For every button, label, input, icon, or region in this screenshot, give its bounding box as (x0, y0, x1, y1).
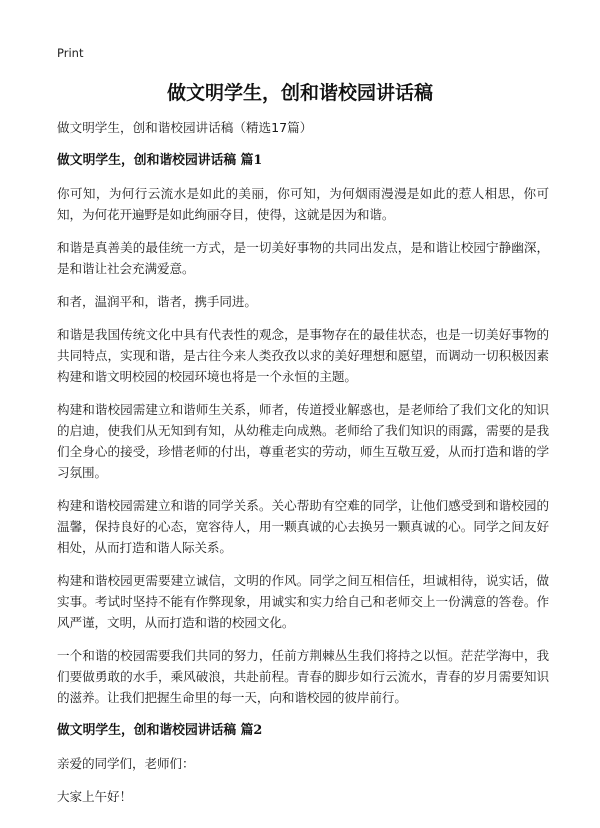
section-2 (57, 720, 549, 807)
section-heading: 做文明学生，创和谐校园讲话稿 篇1 (57, 153, 263, 168)
paragraph: 亲爱的同学们，老师们： (57, 756, 195, 771)
paragraph: 构建和谐校园需建立和谐师生关系，师者，传道授业解惑也，是老师给了我们文化的知识的启迪，使我们从无知到有知，从幼稚走向成熟。老师给了我们知识的雨露，需要的是我们全身心的接受，珍惜老师的付出，尊重老实的劳动，师生互敬互爱，从而打造和谐的学习氛围。 (57, 402, 549, 480)
page-title: 做文明学生，创和谐校园讲话稿 (166, 82, 433, 104)
intro-line: 做文明学生，创和谐校园讲话稿（精选17篇） (57, 120, 313, 135)
section-1 (57, 150, 549, 708)
paragraph: 构建和谐校园更需要建立诚信，文明的作风。同学之间互相信任，坦诚相待，说实话，做实事。考试时坚持不能有作弊现象，用诚实和实力给自己和老师交上一份满意的答卷。作风严谨，文明，从而打造和谐的校园文化。 (57, 573, 549, 630)
paragraph: 和谐是真善美的最佳统一方式，是一切美好事物的共同出发点，是和谐让校园宁静幽深，是和谐让社会充满爱意。 (57, 240, 549, 276)
paragraph: 你可知，为何行云流水是如此的美丽，你可知，为何烟雨漫漫是如此的惹人相思，你可知，为何花开遍野是如此绚丽夺目，使得，这就是因为和谐。 (57, 186, 549, 222)
document-body (57, 117, 549, 819)
print-link[interactable]: Print (57, 46, 84, 60)
paragraph: 大家上午好！ (57, 789, 132, 804)
paragraph: 和谐是我国传统文化中具有代表性的观念，是事物存在的最佳状态，也是一切美好事物的共同特点，实现和谐，是古往今来人类孜孜以求的美好理想和愿望，而调动一切积极因素构建和谐文明校园的校园环境也将是一个永恒的主题。 (57, 327, 549, 384)
paragraph: 一个和谐的校园需要我们共同的努力，任前方荆棘丛生我们将持之以恒。茫茫学海中，我们要做勇敢的水手，乘风破浪，共赴前程。青春的脚步如行云流水，青春的岁月需要知识的滋养。让我们把握生命里的每一天，向和谐校园的彼岸前行。 (57, 648, 549, 705)
paragraph: 构建和谐校园需建立和谐的同学关系。关心帮助有空难的同学，让他们感受到和谐校园的温馨，保持良好的心态，宽容待人，用一颗真诚的心去换另一颗真诚的心。同学之间友好相处，从而打造和谐人际关系。 (57, 498, 549, 555)
paragraph: 和者，温润平和，谐者，携手同进。 (57, 294, 257, 309)
section-heading: 做文明学生，创和谐校园讲话稿 篇2 (57, 723, 263, 738)
